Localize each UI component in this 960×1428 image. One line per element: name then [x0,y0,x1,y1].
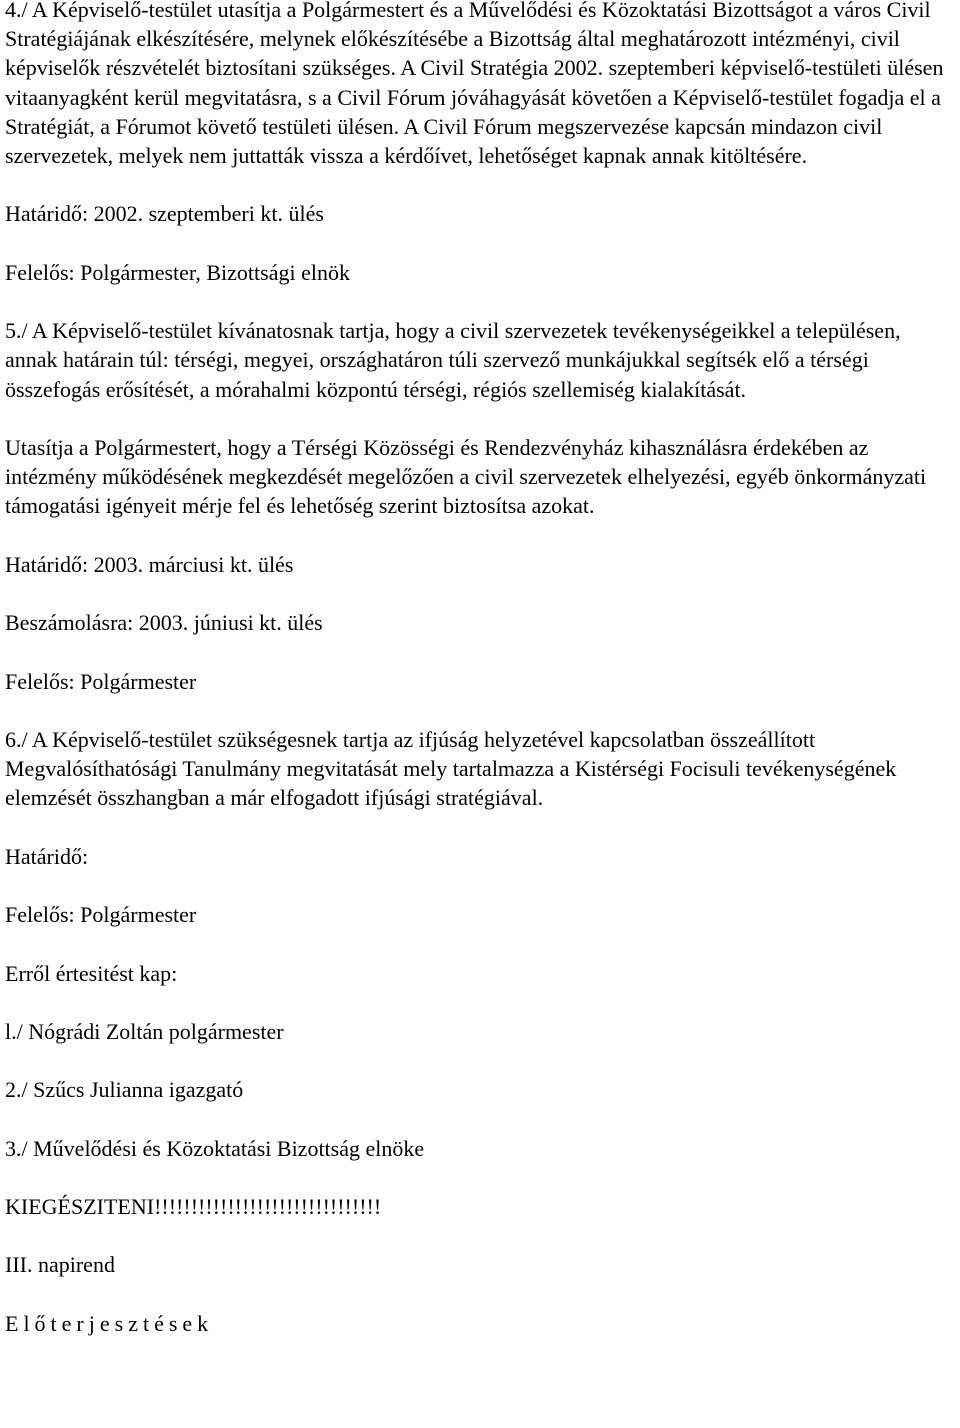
item6-responsible: Felelős: Polgármester [5,902,197,928]
supplement-note: KIEGÉSZITENI!!!!!!!!!!!!!!!!!!!!!!!!!!!!!!! [5,1194,382,1220]
section-title: Előterjesztések [5,1310,214,1336]
item5-paragraph: 5./ A Képviselő-testület kívánatosnak tartja, hogy a civil szervezetek tevékenységeikkel a településen, annak határain túl: térségi, megyei, országhatáron túli szervező munkájukkal segítsék elő a térségi összefogás erősítését, a mórahalmi központú térségi, régiós szellemiség kialakítását. [5,318,901,402]
item4-responsible: Felelős: Polgármester, Bizottsági elnök [5,259,350,285]
item4-paragraph: 4./ A Képviselő-testület utasítja a Polgármestert és a Művelődési és Közoktatási Bizottságot a város Civil Stratégiájának elkészítésére, melynek előkészítésébe a Bizottság által meghatározott intézményi, civil képviselők részvételét biztosítani szükséges. A Civil Stratégia 2002. szeptemberi képviselő-testületi ülésen vitaanyagként kerül megvitatásra, s a Civil Fórum jóváhagyását követően a Képviselő-testület fogadja el a Stratégiát, a Fórumot követő testületi ülésen. A Civil Fórum megszervezése kapcsán mindazon civil szervezetek, melyek nem juttatták vissza a kérdőívet, lehetőséget kapnak annak kitöltésére. [5,0,944,169]
item5-instruction-paragraph: Utasítja a Polgármestert, hogy a Térségi Közösségi és Rendezvényház kihasználásra érdekében az intézmény működésének megkezdését megelőzően a civil szervezetek elhelyezési, egyéb önkormányzati támogatási igényeit mérje fel és lehetőség szerint biztosítsa azokat. [5,434,927,519]
item5-report-deadline: Beszámolásra: 2003. júniusi kt. ülés [5,610,323,636]
recipient-item: l./ Nógrádi Zoltán polgármester [5,1018,284,1044]
recipient-item: 2./ Szűcs Julianna igazgató [5,1077,244,1103]
item6-paragraph: 6./ A Képviselő-testület szükségesnek tartja az ifjúság helyzetével kapcsolatban összeállított Megvalósíthatósági Tanulmány megvitatását mely tartalmazza a Kistérségi Focisuli tevékenységének elemzését összhangban a már elfogadott ifjúsági stratégiával. [5,726,897,811]
document-page [5,0,953,1338]
recipient-item: 3./ Művelődési és Közoktatási Bizottság elnöke [5,1135,425,1161]
item5-deadline: Határidő: 2003. márciusi kt. ülés [5,551,294,577]
agenda-item-label: III. napirend [5,1252,115,1278]
item4-deadline: Határidő: 2002. szeptemberi kt. ülés [5,201,324,227]
item6-deadline: Határidő: [5,843,89,869]
item5-responsible: Felelős: Polgármester [5,668,197,694]
notification-heading: Erről értesitést kap: [5,960,178,986]
